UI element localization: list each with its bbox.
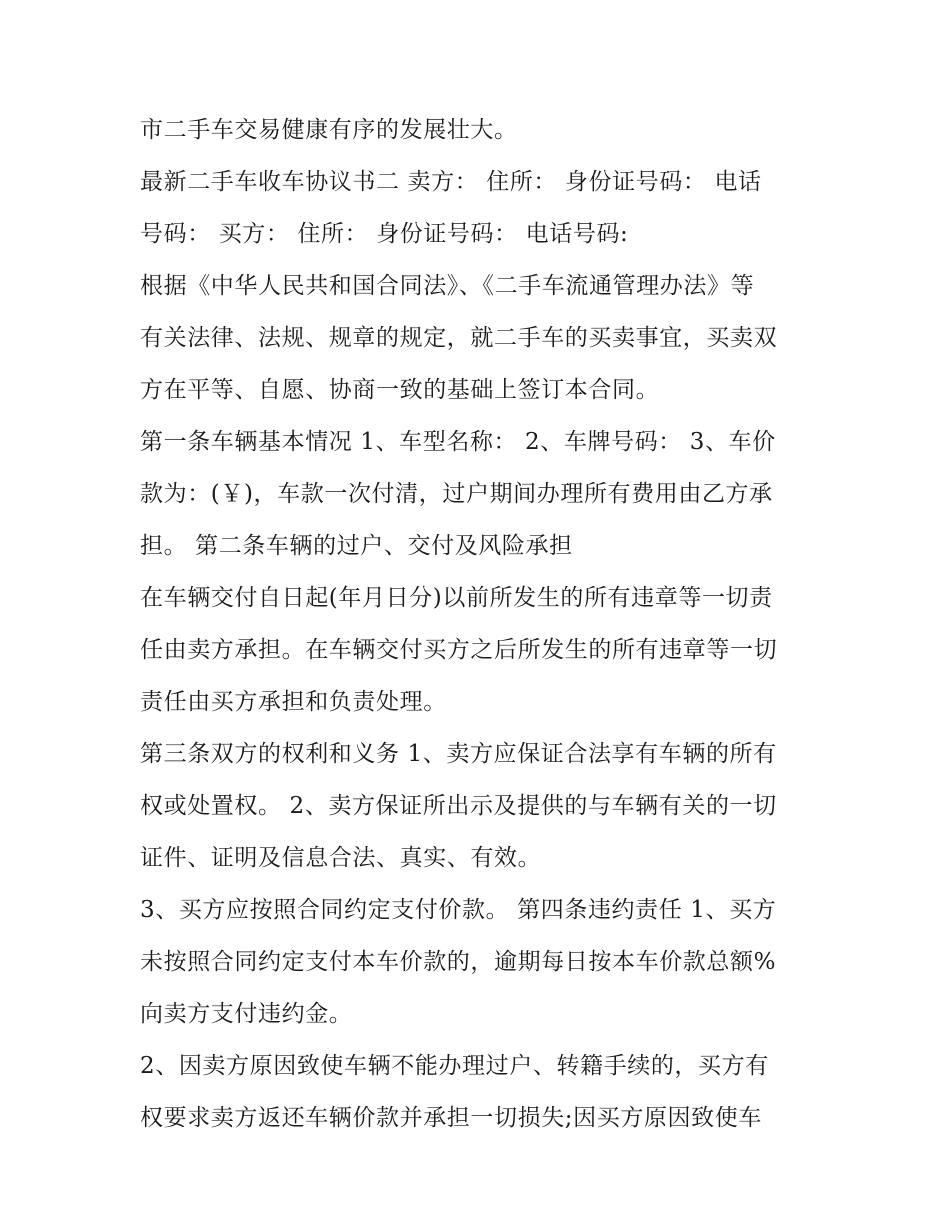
text-line: 在车辆交付自日起(年月日分)以前所发生的所有违章等一切责 bbox=[140, 585, 773, 611]
text-line: 向卖方支付违约金。 bbox=[140, 1001, 353, 1027]
text-line: 权要求卖方返还车辆价款并承担一切损失;因买方原因致使车 bbox=[140, 1105, 762, 1131]
text-line: 未按照合同约定支付本车价款的，逾期每日按本车价款总额% bbox=[140, 949, 777, 975]
text-line: 责任由买方承担和负责处理。 bbox=[140, 689, 447, 715]
text-line: 第三条双方的权利和义务 1、卖方应保证合法享有车辆的所有 bbox=[140, 741, 777, 767]
text-line: 3、买方应按照合同约定支付价款。 第四条违约责任 1、买方 bbox=[140, 897, 777, 923]
text-line: 有关法律、法规、规章的规定，就二手车的买卖事宜，买卖双 bbox=[140, 325, 778, 351]
text-line: 根据《中华人民共和国合同法》、《二手车流通管理办法》等 bbox=[140, 273, 755, 299]
text-line: 最新二手车收车协议书二 卖方： 住所： 身份证号码： 电话 bbox=[140, 169, 762, 195]
document-body bbox=[140, 104, 812, 1144]
text-line: 证件、证明及信息合法、真实、有效。 bbox=[140, 845, 542, 871]
text-line: 担。 第二条车辆的过户、交付及风险承担 bbox=[140, 533, 573, 559]
text-line: 任由卖方承担。在车辆交付买方之后所发生的所有违章等一切 bbox=[140, 637, 778, 663]
text-line: 权或处置权。 2、卖方保证所出示及提供的与车辆有关的一切 bbox=[140, 793, 777, 819]
text-line: 第一条车辆基本情况 1、车型名称： 2、车牌号码： 3、车价 bbox=[140, 429, 776, 455]
text-line: 市二手车交易健康有序的发展壮大。 bbox=[140, 117, 518, 143]
text-line: 方在平等、自愿、协商一致的基础上签订本合同。 bbox=[140, 377, 660, 403]
text-line: 款为：(￥)，车款一次付清，过户期间办理所有费用由乙方承 bbox=[140, 481, 773, 507]
text-line: 号码： 买方： 住所： 身份证号码： 电话号码: bbox=[140, 221, 629, 247]
text-line: 2、因卖方原因致使车辆不能办理过户、转籍手续的，买方有 bbox=[140, 1053, 769, 1079]
